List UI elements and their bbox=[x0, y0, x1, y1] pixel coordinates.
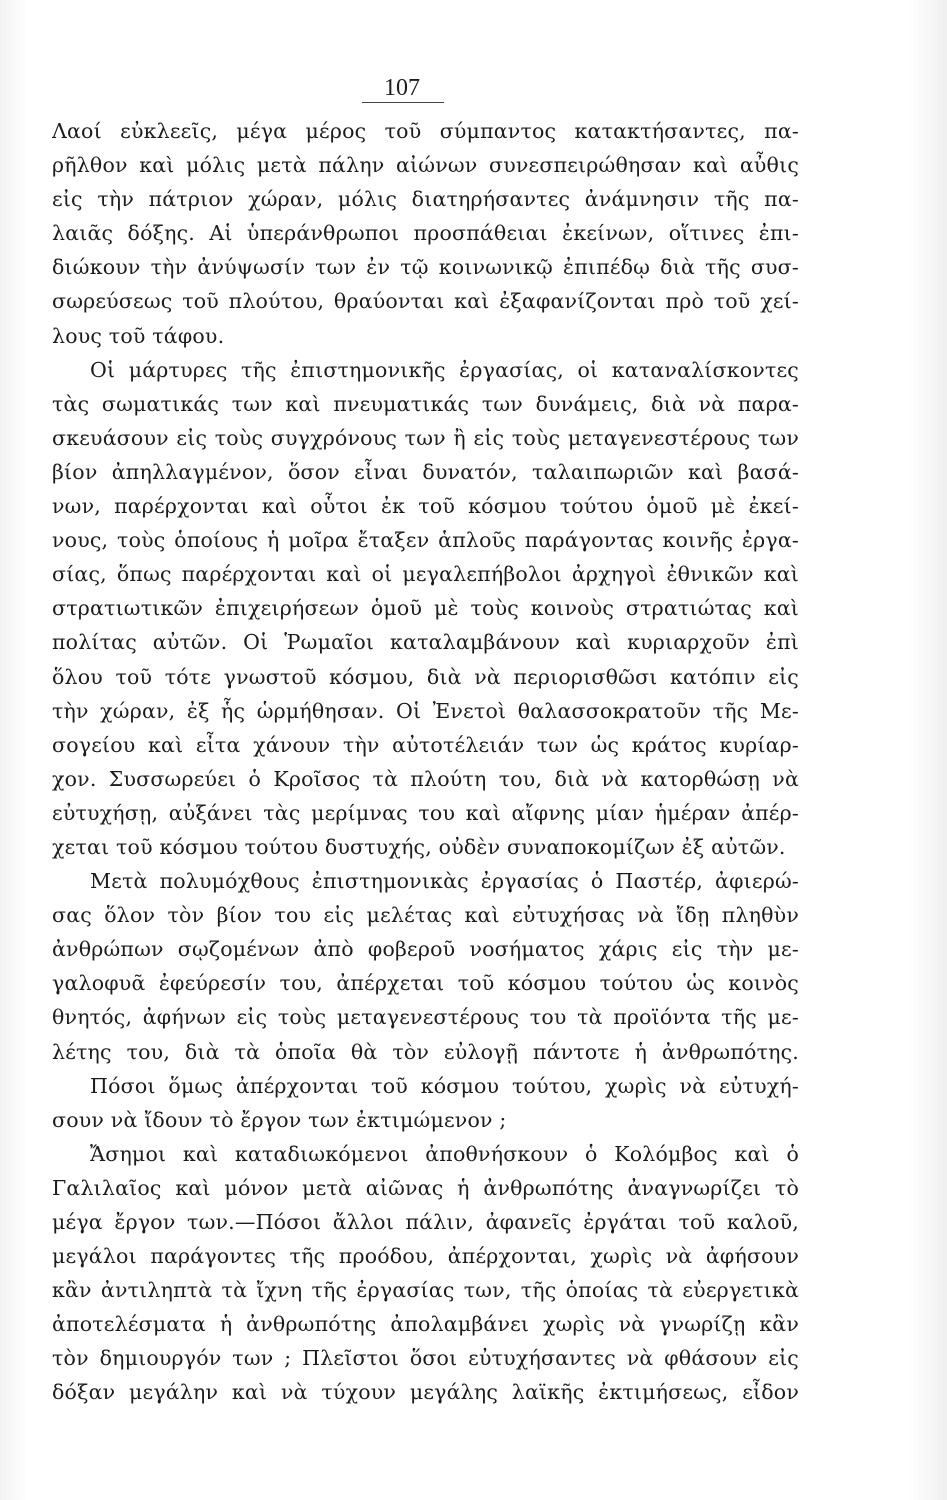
text-line: Οἱ μάρτυρες τῆς ἐπιστημονικῆς ἐργασίας, οἱ καταναλίσκοντες bbox=[90, 357, 799, 382]
text-line: σωρεύσεως τοῦ πλούτου, θραύονται καὶ ἐξαφανίζονται πρὸ τοῦ χεί- bbox=[52, 289, 799, 314]
page-number-rule bbox=[362, 102, 444, 103]
text-line: λαιᾶς δόξης. Αἱ ὑπεράνθρωποι προσπάθειαι ἐκείνων, οἵτινες ἐπι- bbox=[52, 221, 799, 246]
text-line: κἂν ἀντιληπτὰ τὰ ἴχνη τῆς ἐργασίας των, τῆς ὁποίας τὰ εὐεργετικὰ bbox=[52, 1278, 799, 1303]
text-line: εἰς τὴν πάτριον χώραν, μόλις διατηρήσαντες ἀνάμνησιν τῆς πα- bbox=[52, 187, 799, 212]
text-line: Πόσοι ὅμως ἀπέρχονται τοῦ κόσμου τούτου, χωρὶς νὰ εὐτυχή- bbox=[90, 1073, 799, 1098]
text-line: γαλοφυᾶ ἐφεύρεσίν του, ἀπέρχεται τοῦ κόσμου τούτου ὡς κοινὸς bbox=[52, 971, 799, 996]
paragraph bbox=[52, 114, 799, 353]
text-line: λέτης του, διὰ τὰ ὁποῖα θὰ τὸν εὐλογῇ πάντοτε ἡ ἀνθρωπότης. bbox=[52, 1039, 799, 1064]
text-line: σογείου καὶ εἶτα χάνουν τὴν αὐτοτέλειάν των ὡς κράτος κυρίαρ- bbox=[52, 732, 799, 757]
text-line: τὴν χώραν, ἐξ ἧς ὡρμήθησαν. Οἱ Ἐνετοὶ θαλασσοκρατοῦν τῆς Με- bbox=[52, 698, 799, 723]
text-line: θνητός, ἀφήνων εἰς τοὺς μεταγενεστέρους του τὰ προϊόντα τῆς με- bbox=[52, 1005, 799, 1030]
text-line: ἀποτελέσματα ἡ ἀνθρωπότης ἀπολαμβάνει χωρὶς νὰ γνωρίζῃ κἂν bbox=[52, 1312, 799, 1337]
text-line: σουν νὰ ἴδουν τὸ ἔργον των ἐκτιμώμενον ; bbox=[52, 1107, 507, 1132]
text-line: ἀνθρώπων σῳζομένων ἀπὸ φοβεροῦ νοσήματος χάρις εἰς τὴν με- bbox=[52, 937, 799, 962]
text-line: τὸν δημιουργόν των ; Πλεῖστοι ὅσοι εὐτυχήσαντες νὰ φθάσουν εἰς bbox=[52, 1346, 799, 1371]
text-line: δόξαν μεγάλην καὶ νὰ τύχουν μεγάλης λαϊκῆς ἐκτιμήσεως, εἶδον bbox=[52, 1380, 799, 1405]
paragraph bbox=[52, 1069, 799, 1137]
text-line: πολίτας αὐτῶν. Οἱ Ῥωμαῖοι καταλαμβάνουν καὶ κυριαρχοῦν ἐπὶ bbox=[52, 630, 799, 655]
text-line: Γαλιλαῖος καὶ μόνον μετὰ αἰῶνας ἡ ἀνθρωπότης ἀναγνωρίζει τὸ bbox=[52, 1175, 799, 1200]
text-line: σκευάσουν εἰς τοὺς συγχρόνους των ἢ εἰς τοὺς μεταγενεστέρους των bbox=[52, 425, 799, 450]
text-line: εὐτυχήσῃ, αὐξάνει τὰς μερίμνας του καὶ αἴφνης μίαν ἡμέραν ἀπέρ- bbox=[52, 800, 799, 825]
text-line: λους τοῦ τάφου. bbox=[52, 323, 225, 348]
text-line: χεται τοῦ κόσμου τούτου δυστυχής, οὐδὲν συναποκομίζων ἐξ αὐτῶν. bbox=[52, 834, 786, 859]
text-line: Λαοί εὐκλεεῖς, μέγα μέρος τοῦ σύμπαντος κατακτήσαντες, πα- bbox=[52, 119, 799, 143]
paragraph bbox=[52, 1137, 799, 1410]
text-line: τὰς σωματικάς των καὶ πνευματικάς των δυνάμεις, διὰ νὰ παρα- bbox=[52, 391, 799, 416]
paragraph bbox=[52, 864, 799, 1069]
page-number: 107 bbox=[384, 75, 420, 101]
text-line: νων, παρέρχονται καὶ οὗτοι ἐκ τοῦ κόσμου τούτου ὁμοῦ μὲ ἐκεί- bbox=[52, 494, 799, 519]
text-line: μεγάλοι παράγοντες τῆς προόδου, ἀπέρχονται, χωρὶς νὰ ἀφήσουν bbox=[52, 1244, 799, 1269]
paragraph bbox=[52, 353, 799, 864]
text-line: νους, τοὺς ὁποίους ἡ μοῖρα ἔταξεν ἁπλοῦς παράγοντας κοινῆς ἐργα- bbox=[52, 528, 799, 553]
text-line: χον. Συσσωρεύει ὁ Κροῖσος τὰ πλούτη του, διὰ νὰ κατορθώσῃ νὰ bbox=[52, 766, 799, 791]
text-line: ρῆλθον καὶ μόλις μετὰ πάλην αἰώνων συνεσπειρώθησαν καὶ αὖθις bbox=[52, 153, 799, 178]
text-line: Ἄσημοι καὶ καταδιωκόμενοι ἀποθνήσκουν ὁ Κολόμβος καὶ ὁ bbox=[90, 1141, 799, 1166]
text-line: σας ὅλον τὸν βίον του εἰς μελέτας καὶ εὐτυχήσας νὰ ἴδῃ πληθὺν bbox=[52, 903, 799, 928]
text-line: βίον ἀπηλλαγμένον, ὅσον εἶναι δυνατόν, ταλαιπωριῶν καὶ βασά- bbox=[52, 459, 799, 484]
text-line: Μετὰ πολυμόχθους ἐπιστημονικὰς ἐργασίας ὁ Παστέρ, ἀφιερώ- bbox=[90, 869, 799, 894]
text-line: στρατιωτικῶν ἐπιχειρήσεων ὁμοῦ μὲ τοὺς κοινοὺς στρατιώτας καὶ bbox=[52, 596, 799, 621]
body-text bbox=[52, 114, 799, 1410]
text-line: μέγα ἔργον των.—Πόσοι ἄλλοι πάλιν, ἀφανεῖς ἐργάται τοῦ καλοῦ, bbox=[52, 1210, 799, 1234]
text-line: ὅλου τοῦ τότε γνωστοῦ κόσμου, διὰ νὰ περιορισθῶσι κατόπιν εἰς bbox=[52, 664, 799, 689]
text-line: σίας, ὅπως παρέρχονται καὶ οἱ μεγαλεπήβολοι ἀρχηγοὶ ἐθνικῶν καὶ bbox=[52, 562, 799, 587]
text-line: διώκουν τὴν ἀνύψωσίν των ἐν τῷ κοινωνικῷ ἐπιπέδῳ διὰ τῆς συσ- bbox=[52, 255, 799, 280]
